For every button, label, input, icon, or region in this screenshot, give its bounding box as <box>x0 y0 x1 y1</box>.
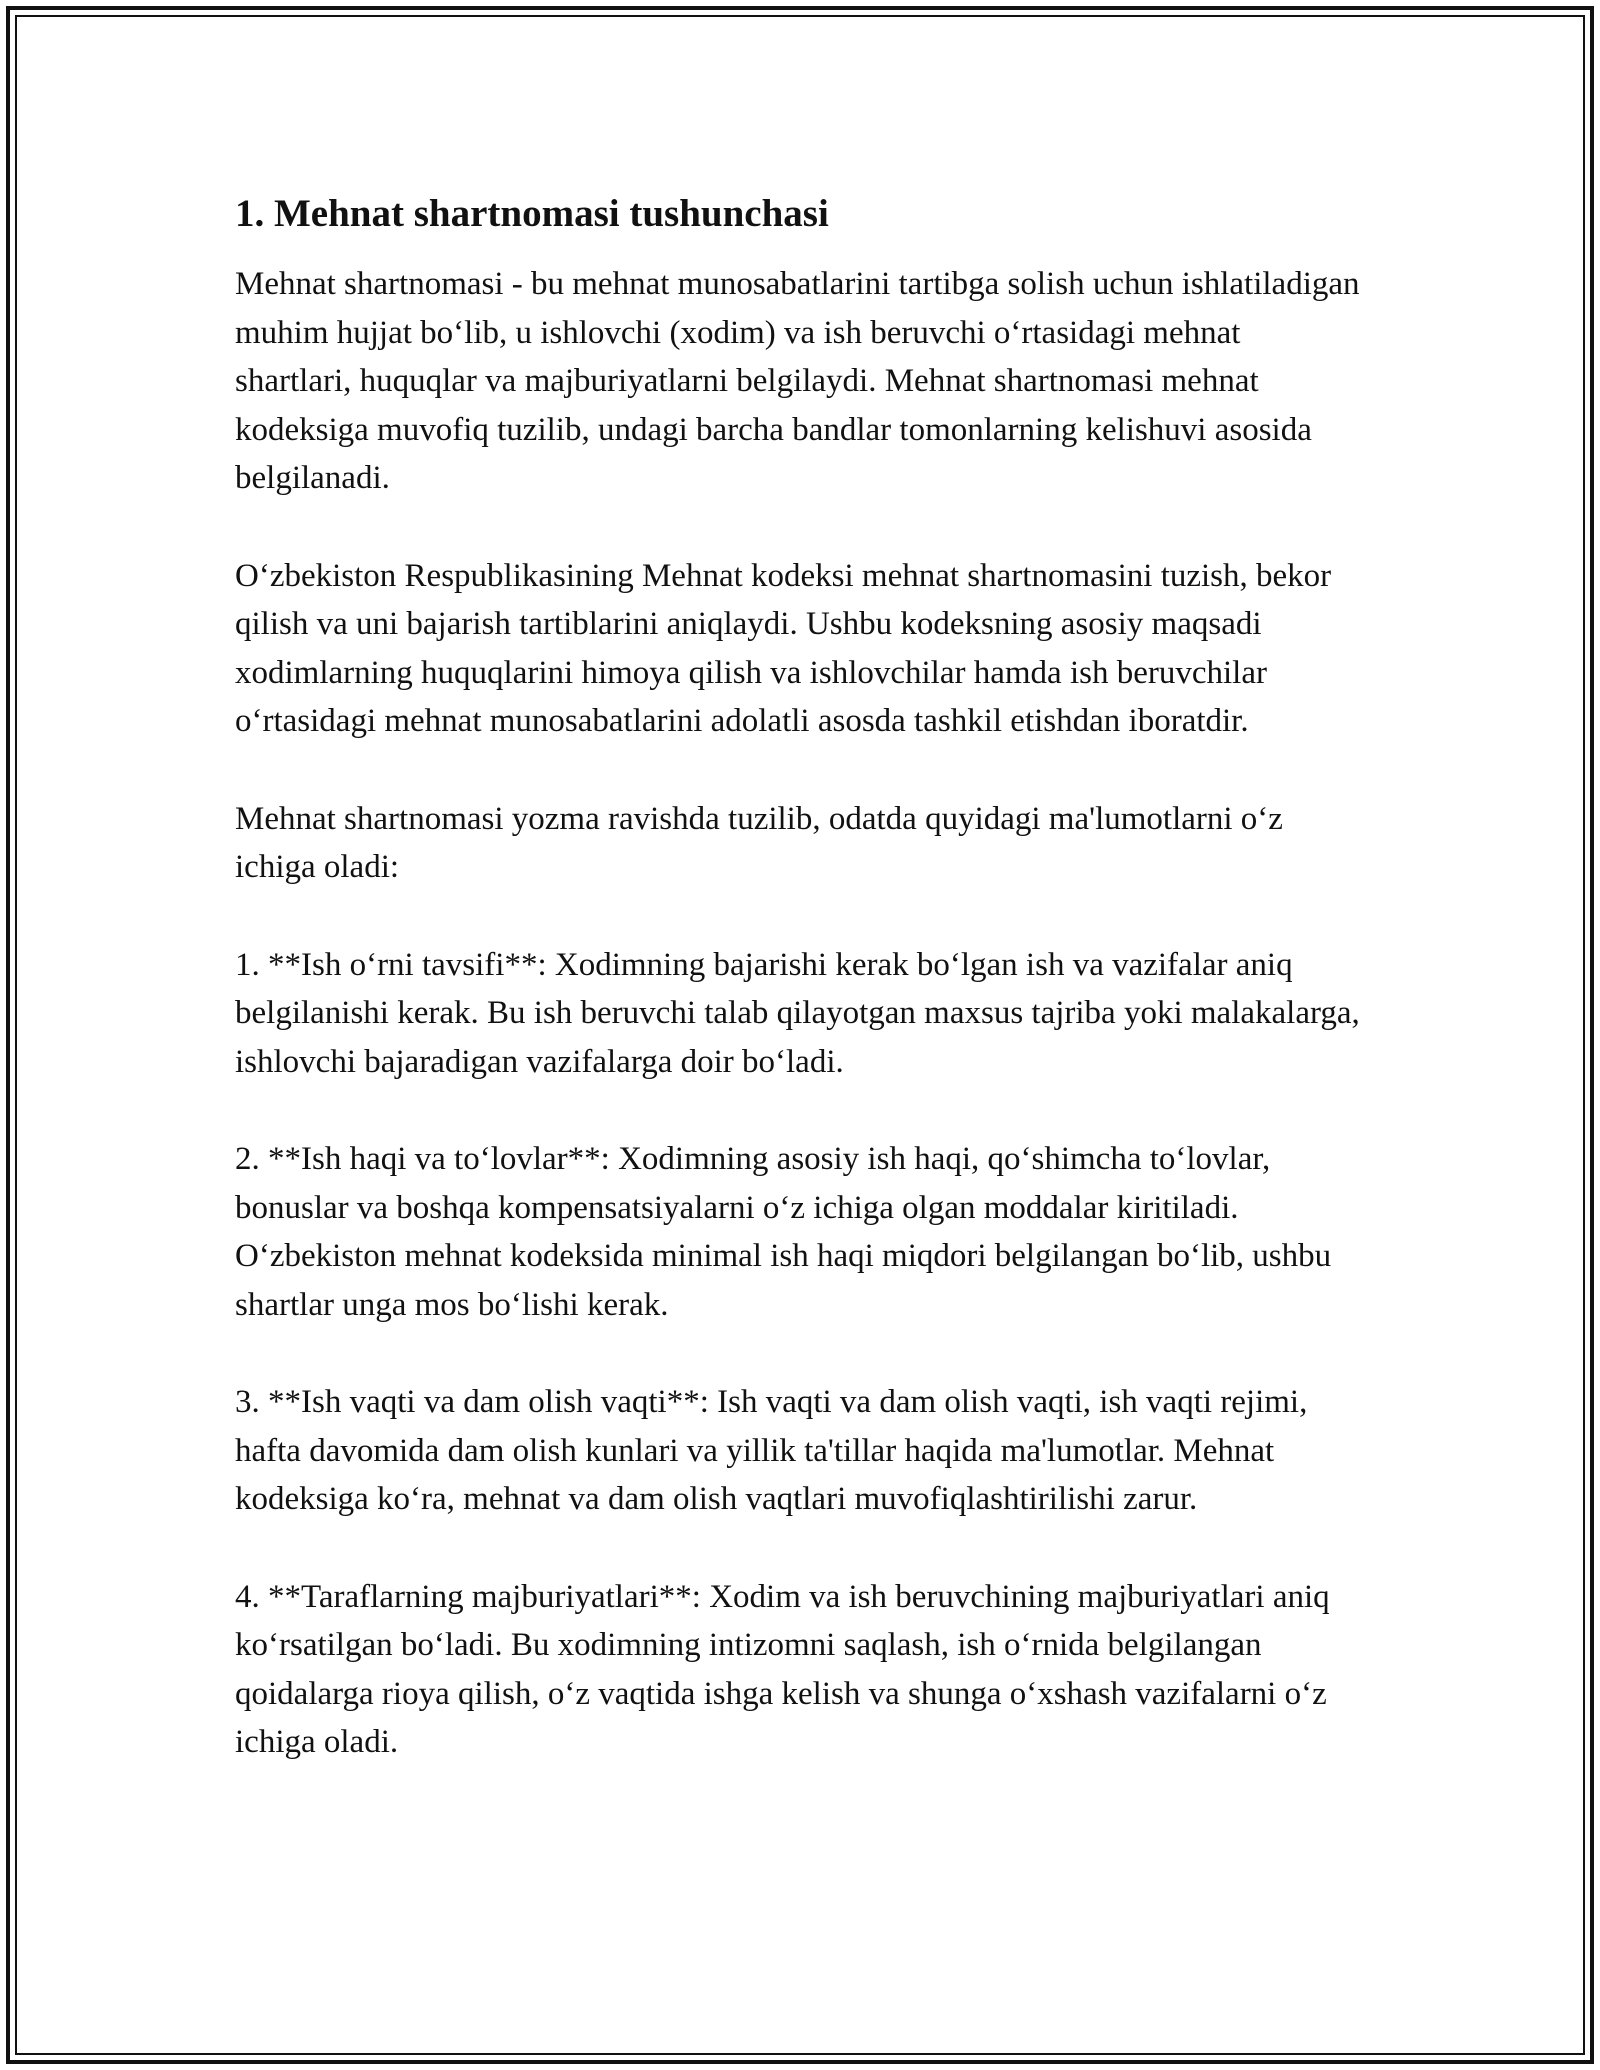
paragraph-definition: Mehnat shartnomasi - bu mehnat munosabatlarini tartibga solish uchun ishlatiladigan muhim hujjat bo‘lib, u ishlovchi (xodim) va ish beruvchi o‘rtasidagi mehnat shartlari, huquqlar va majburiyatlarni belgilaydi. Mehnat shartnomasi mehnat kodeksiga muvofiq tuzilib, undagi barcha bandlar tomonlarning kelishuvi asosida belgilanadi. <box>235 266 1360 496</box>
list-item-job-description: 1. **Ish o‘rni tavsifi**: Xodimning bajarishi kerak bo‘lgan ish va vazifalar aniq belgilanishi kerak. Bu ish beruvchi talab qilayotgan maxsus tajriba yoki malakalarga, ishlovchi bajaradigan vazifalarga doir bo‘ladi. <box>235 946 1360 1080</box>
list-item-obligations: 4. **Taraflarning majburiyatlari**: Xodim va ish beruvchining majburiyatlari aniq ko‘rsatilgan bo‘ladi. Bu xodimning intizomni saqlash, ish o‘rnida belgilangan qoidalarga rioya qilish, o‘z vaqtida ishga kelish va shunga o‘xshash vazifalarni o‘z ichiga oladi. <box>235 1578 1330 1760</box>
paragraph-contents-intro: Mehnat shartnomasi yozma ravishda tuzilib, odatda quyidagi ma'lumotlarni o‘z ichiga oladi: <box>235 800 1283 885</box>
section-heading: 1. Mehnat shartnomasi tushunchasi <box>235 192 829 235</box>
paragraph-labor-code: O‘zbekiston Respublikasining Mehnat kodeksi mehnat shartnomasini tuzish, bekor qilish va uni bajarish tartiblarini aniqlaydi. Ushbu kodeksning asosiy maqsadi xodimlarning huquqlarini himoya qilish va ishlovchilar hamda ish beruvchilar o‘rtasidagi mehnat munosabatlarini adolatli asosda tashkil etishdan iboratdir. <box>235 557 1332 739</box>
document-body <box>235 190 1365 1816</box>
list-item-wages: 2. **Ish haqi va to‘lovlar**: Xodimning asosiy ish haqi, qo‘shimcha to‘lovlar, bonuslar va boshqa kompensatsiyalarni o‘z ichiga olgan moddalar kiritiladi. O‘zbekiston mehnat kodeksida minimal ish haqi miqdori belgilangan bo‘lib, ushbu shartlar unga mos bo‘lishi kerak. <box>235 1141 1332 1323</box>
list-item-work-time: 3. **Ish vaqti va dam olish vaqti**: Ish vaqti va dam olish vaqti, ish vaqti rejimi, hafta davomida dam olish kunlari va yillik ta'tillar haqida ma'lumotlar. Mehnat kodeksiga ko‘ra, mehnat va dam olish vaqtlari muvofiqlashtirilishi zarur. <box>235 1384 1308 1517</box>
